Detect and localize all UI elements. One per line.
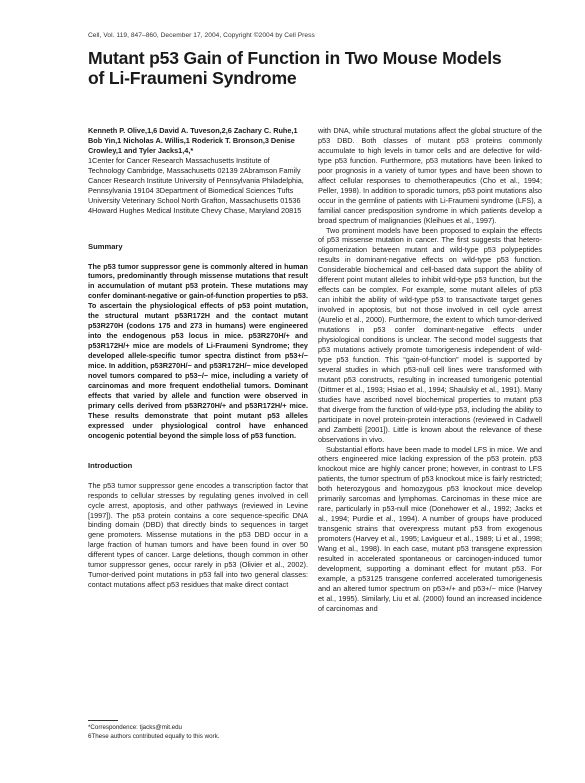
footnote-rule (88, 720, 118, 721)
body-paragraph-3: Substantial efforts have been made to model LFS in mice. We and others engineered mice lacking expression of the p53 protein. p53 knockout mice are highly cancer prone; however, in contrast to LFS patients, the tumor spectrum of p53 knockout mice is fairly restricted; both heterozygous and homozygous p53 knockout mice develop primarily sarcomas and lymphomas. Carcinomas in these mice are rare, particularly in p53-null mice (Donehower et al., 1992; Jacks et al., 1994; Purdie et al., 1994). A number of groups have produced transgenic strains that overexpress mutant p53 from exogenous promoters (Harvey et al., 1995; Lavigueur et al., 1989; Li et al., 1998; Wang et al., 1998). In each case, mutant p53 transgene expression resulted in accelerated spontaneous or carcinogen-induced tumor development, supporting a dominant effect for mutant p53. For example, a p53125 transgene conferred accelerated tumorigenesis and an altered tumor spectrum on p53+/+ and p53+/− mice (Harvey et al., 1995). Similarly, Liu et al. (2000) found an increased incidence of carcinomas and (318, 444, 542, 613)
equal-contribution-footnote: 6These authors contributed equally to this work. (88, 732, 220, 740)
footnotes (88, 724, 308, 741)
correspondence-footnote: *Correspondence: tjacks@mit.edu (88, 724, 182, 731)
body-paragraph-2: Two prominent models have been proposed to explain the effects of p53 missense mutation in cancer. The first suggests that hetero-oligomerization between mutant and wild-type p53 polypeptides results in dominant-negative effects on wild-type p53 function. Considerable biochemical and cell-based data support the ability of different point mutant alleles to inhibit wild-type p53 function, but the effects can be complex. For example, some mutant alleles of p53 can inhibit the ability of wild-type p53 to transactivate target genes involved in apoptosis, but not those involved in cell cycle arrest (Aurelio et al., 2000). Furthermore, the extent to which tumor-derived mutations in p53 confer dominant-negative effects under physiological conditions is unclear. The second model suggests that p53 mutations actively promote tumorigenesis independent of wild-type p53 function. This “gain-of-function” model is supported by several studies in which p53-null cell lines were transformed with mutant p53 constructs, resulting in increased tumorigenic potential (Dittmer et al., 1993; Hsiao et al., 1994; Shaulsky et al., 1991). Many studies have ascribed novel biochemical properties to mutant p53 that diverge from the function of wild-type p53, including the ability to participate in novel protein-protein interactions (reviewed in Cadwell and Zambetti [2001]). Little is known about the relevance of these observations in vivo. (318, 225, 542, 444)
journal-citation-line: Cell, Vol. 119, 847–860, December 17, 2004, Copyright ©2004 by Cell Press (88, 32, 315, 39)
summary-text: The p53 tumor suppressor gene is commonly altered in human tumors, predominantly through missense mutations that result in accumulation of mutant p53 protein. These mutations may confer dominant-negative or gain-of-function properties to p53. To ascertain the physiological effects of p53 point mutation, the structural mutant p53R172H and the contact mutant p53R270H (codons 175 and 273 in humans) were engineered into the endogenous p53 locus in mice. p53R270H/+ and p53R172H/+ mice are models of Li-Fraumeni Syndrome; they developed allele-specific tumor spectra distinct from p53+/− mice. In addition, p53R270H/− and p53R172H/− mice developed novel tumors compared to p53−/− mice, including a variety of carcinomas and more frequent endothelial tumors. Dominant effects that varied by allele and function were observed in primary cells derived from p53R270H/+ and p53R172H/+ mice. These results demonstrate that point mutant p53 alleles expressed under physiological control have enhanced oncogenic potential beyond the simple loss of p53 function. (88, 261, 308, 440)
affiliations: 1Center for Cancer Research Massachusetts Institute of Technology Cambridge, Massachusetts 02139 2Abramson Family Cancer Research Institute University of Pennsylvania Philadelphia, Pennsylvania 19104 3Department of Biomedical Sciences Tufts University Veterinary School North Grafton, Massachusetts 01536 4Howard Hughes Medical Institute Chevy Chase, Maryland 20815 (88, 155, 304, 215)
introduction-heading: Introduction (88, 460, 133, 470)
summary-heading: Summary (88, 241, 123, 251)
article-title: Mutant p53 Gain of Function in Two Mouse Models of Li-Fraumeni Syndrome (88, 48, 502, 88)
left-column (88, 126, 308, 590)
body-paragraph-1: with DNA, while structural mutations affect the global structure of the p53 DBD. Both classes of mutant p53 proteins commonly accumulate to high levels in tumor cells and are defective for wild-type p53 function. Furthermore, p53 mutations have been linked to poor prognosis in a variety of tumor types and have been shown to affect cellular responses to chemotherapeutics (Cho et al., 1994; Peller, 1998). In addition to sporadic tumors, p53 point mutations also occur in the germline of patients with Li-Fraumeni syndrome (LFS), a familial cancer predisposition syndrome in which patients develop a broad spectrum of malignancies (Kleihues et al., 1997). (318, 126, 542, 225)
right-column (318, 126, 542, 614)
introduction-text: The p53 tumor suppressor gene encodes a transcription factor that responds to cellular stresses by regulating genes involved in cell cycle arrest, apoptosis, and other pathways (reviewed in Levine [1997]). The p53 protein contains a core sequence-specific DNA binding domain (DBD) that directly binds to sequences in target gene promoters. Missense mutations in the p53 DBD occur in a large fraction of human tumors and have been found in over 50 different types of cancer. Large deletions, though common in other tumor suppressor genes, occur rarely in p53 (Olivier et al., 2002). Tumor-derived point mutations in p53 fall into two general classes: contact mutations affect p53 residues that make direct contact (88, 480, 308, 590)
author-list: Kenneth P. Olive,1,6 David A. Tuveson,2,6 Zachary C. Ruhe,1 Bob Yin,1 Nicholas A. Willis,1 Roderick T. Bronson,3 Denise Crowley,1 and Tyler Jacks1,4,* (88, 126, 298, 155)
